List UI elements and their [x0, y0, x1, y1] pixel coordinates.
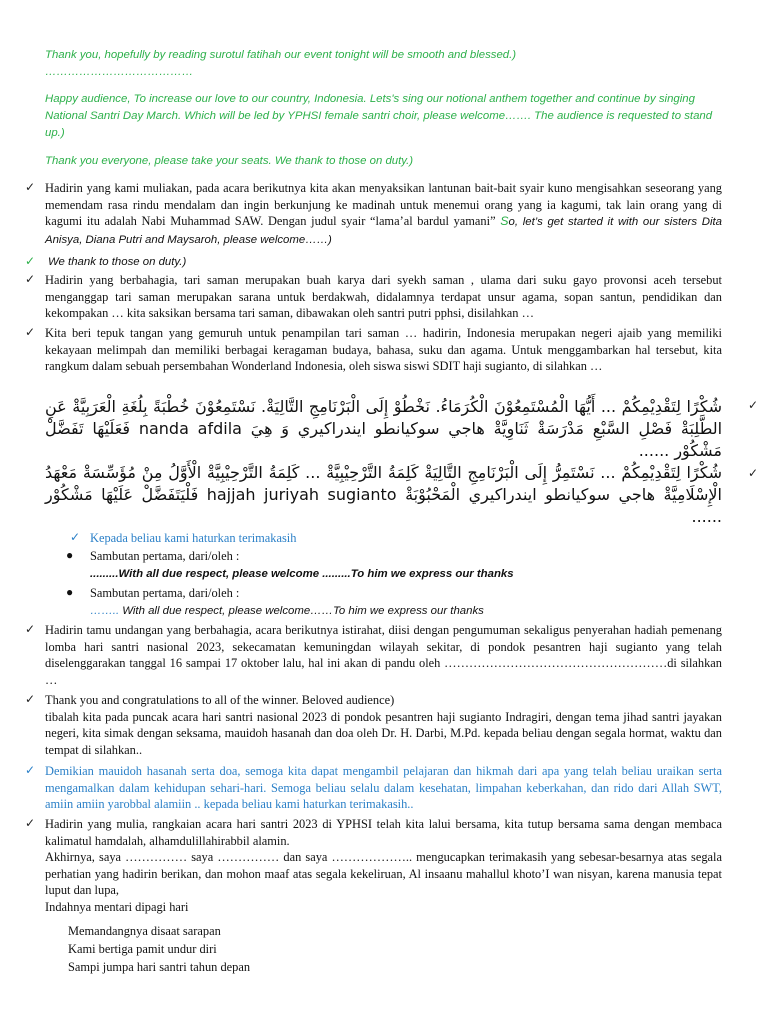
sub-terimakasih: Kepada beliau kami haturkan terimakasih	[90, 531, 297, 545]
intro-thanks-fatihah: Thank you, hopefully by reading surotul fatihah our event tonight will be smooth and blessed.)	[45, 49, 517, 61]
sub-dots: ……..	[90, 605, 120, 617]
item-syair	[45, 180, 722, 248]
item-winner	[45, 692, 722, 758]
check-icon: ✓	[748, 398, 759, 412]
arabic-khutbah: شُكْرًا لِتَقْدِيْمِكُمْ ... أَيُّهَا الْمُسْتَمِعُوْنَ الْكُرَمَاءُ. نَخْطُوْ إِلَى الْبَرْنَامِجِ التَّالِيَةْ. نَسْتَمِعُوْنَ خُطْبَةً بِلُغَةِ الْعَرَبِيَّةْ عَنِ الطَّلِبَةْ فَصْلِ السَّبْعِ مَدْرَسَةْ ثَنَاوِيَّةْ هاجي سوكيانطو ايندراكيري وَ هِيَ nanda afdila فَعَلَيْهَا تَفَضَّلْ مَشْكُوْر ......	[45, 397, 723, 460]
item-thank-duty: We thank to those on duty.)	[48, 256, 187, 268]
poem-line: Sampi jumpa hari santri tahun depan	[68, 960, 251, 974]
item-penutup	[45, 816, 722, 915]
intro-anthem: Happy audience, To increase our love to our country, Indonesia. Lets's sing our notional anthem together and continue by singing National Santri Day March. Which will be led by YPHSI female santri choir, please welcome……. The audience is requested to stand up.)	[45, 93, 713, 139]
item-mauidoh-closing: Demikian mauidoh hasanah serta doa, semoga kita dapat mengambil pelajaran dan hikmah dari apa yang telah beliau uraikan serta mengamalkan dalam kehidupan sehari-hari. Semoga beliau selalu dalam kesehatan, limpahan keberkahan, dan rido dari Allah SWT, amiin amiin yarobbal alamiin .. kepada beliau kami haturkan terimakasih..	[45, 764, 722, 811]
check-icon: ✓	[748, 466, 759, 480]
item-tari-saman: Hadirin yang berbahagia, tari saman merupakan buah karya dari syekh saman , ulama dari suku gayo provonsi aceh tersebut menganggap tari saman merupakan sarana untuk berdakwah, didalamnya terdapat unsur agama, sopan santun, pendidikan dan kekompakan … kita saksikan bersama tari saman, dibawakan oleh santri putri pphsi, disilahkan …	[45, 273, 722, 320]
check-icon: ✓	[25, 325, 36, 339]
sub-sambutan-2-en	[90, 602, 720, 620]
check-icon: ✓	[25, 622, 36, 636]
item-puncak: tibalah kita pada puncak acara hari santri nasional 2023 di pondok pesantren haji sugianto Indragiri, dengan tema jihad santri jayakan negeri, kita simak dengan seksama, mauidoh hasanah dan doa oleh Dr. H. Darbi, M.Pd. kepada beliau dengan segala hormat, waktu dan tempat di silahkan..	[45, 709, 722, 757]
check-icon: ✓	[70, 530, 81, 544]
item-penutup-akhirnya: Akhirnya, saya …………… saya …………… dan saya ……………….. mengucapkan terimakasih yang sebesar-besarnya atas segala perhatian yang hadirin berikan, dan mohon maaf atas segala kekeliruan, Al insaanu mahallul khoto’I wan nisyan, karena manusia tepat luput dan lupa,	[45, 850, 722, 897]
bullet-icon: ●	[66, 585, 74, 599]
item-syair-en2: get started it with our sisters Dita Anisya, Diana Putri and Maysaroh, please welcome……)	[45, 216, 722, 246]
check-icon: ✓	[25, 272, 36, 286]
item-syair-s: S	[500, 214, 509, 228]
item-syair-en1: o, let’s	[508, 216, 543, 228]
poem-line: Kami bertiga pamit undur diri	[68, 942, 217, 956]
check-icon: ✓	[25, 763, 36, 777]
intro-take-seats: Thank you everyone, please take your seats. We thank to those on duty.)	[45, 155, 414, 167]
item-wonderland: Kita beri tepuk tangan yang gemuruh untuk penampilan tari saman … hadirin, Indonesia merupakan negeri ajaib yang memiliki kekayaan melimpah dan memiliki berbagai keragaman budaya, bahasa, suku dan agama. Untuk menggambarkan hal tersebut, kita rangkum dalam sebuah persembahan Wonderland Indonesia, oleh siswa siswi SDIT haji sugianto, di silahkan …	[45, 326, 722, 373]
item-penutup-pantun-1: Indahnya mentari dipagi hari	[45, 899, 189, 914]
item-istirahat: Hadirin tamu undangan yang berbahagia, acara berikutnya istirahat, diisi dengan pengumuman sekaligus penyerahan hadiah pemenang lomba hari santri nasional 2023, sekecamatan kemuningdan wilayah sekitar, di pondok pesantren haji sugianto yang telah diselenggarakan tanggal 16 sampai 17 oktober lalu, hal ini akan di pandu oleh ………………………………………………di silahkan …	[45, 623, 722, 687]
sub-sambutan-2: Sambutan pertama, dari/oleh :	[90, 586, 240, 600]
check-icon: ✓	[25, 254, 36, 268]
arabic-kalimah: شُكْرًا لِتَقْدِيْمِكُمْ ... نَسْتَمِرُّ إِلَى الْبَرْنَامِجِ التَّالِيَةْ كَلِمَةُ التَّرْحِيْبِيَّةْ ... كَلِمَةُ التَّرْحِيْبِيَّةْ الْأَوَّلُ مِنْ مُؤَسِّسَةْ مَعْهَدُ الْإِسْلَامِيَّةْ هاجي سوكيانطو ايندراكيري الْمَحْبُوْبَةْ hajjah juriyah sugianto فَلْيَتَفَضَّلْ عَلَيْهَا مَشْكُوْر ......	[45, 463, 722, 526]
bullet-icon: ●	[66, 548, 74, 562]
check-icon: ✓	[25, 180, 36, 194]
sub-sambutan-1-en: .........With all due respect, please welcome .........To him we express our thanks	[90, 568, 514, 580]
check-icon: ✓	[25, 692, 36, 706]
poem-line: Memandangnya disaat sarapan	[68, 924, 221, 938]
item-syair-text: Hadirin yang kami muliakan, pada acara berikutnya kita akan menyaksikan lantunan bait-bait syair kuno mengisahkan seseorang yang memendam rasa rindu mendalam dan ingin berkunjung ke madinah untuk menemui orang yang ia kagumi, tak lain orang yang di kagumi itu adalah Nabi Muhammad SAW. Dengan judul syair “lama’al bardul yamani”	[45, 181, 722, 228]
item-penutup-hamdalah: Hadirin yang mulia, rangkaian acara hari santri 2023 di YPHSI telah kita lalui bersama, kita tutup bersama sama dengan membaca kalimatul hamdalah, alhamdulillahirabbil alamin.	[45, 817, 722, 848]
check-icon: ✓	[25, 816, 36, 830]
item-winner-en: Thank you and congratulations to all of the winner. Beloved audience)	[45, 693, 395, 707]
sub-sambutan-1: Sambutan pertama, dari/oleh :	[90, 549, 240, 563]
intro-dots: …………………………………	[45, 66, 194, 78]
sub-sambutan-2-en-text: With all due respect, please welcome……To him we express our thanks	[122, 605, 484, 617]
